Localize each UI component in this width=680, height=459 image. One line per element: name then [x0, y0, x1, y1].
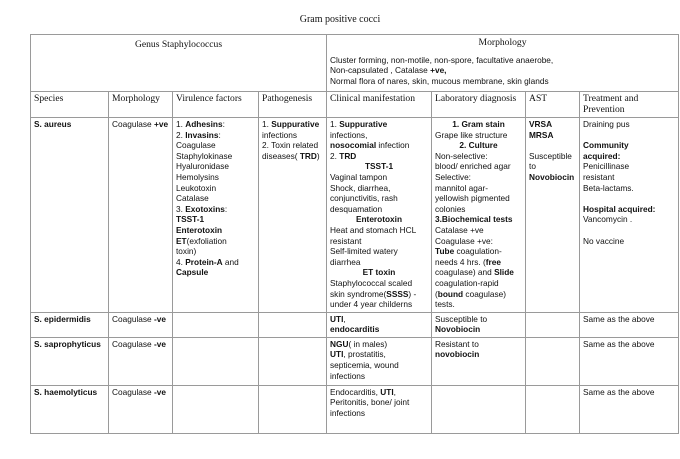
cell-text: 2. Toxin related [262, 140, 319, 151]
cell-bold-text: Hospital acquired: [583, 203, 656, 214]
cell-text: Staphylococcal scaled [330, 277, 413, 288]
cell-line [330, 130, 428, 141]
cell-text: toxin) [176, 246, 197, 257]
cell-line [330, 289, 428, 300]
cell-line [176, 214, 255, 225]
cell-text: yellowish pigmented [435, 193, 510, 204]
cell-bold-text: -ve [153, 313, 166, 324]
cell-text: ( in males) [348, 338, 388, 349]
table-row [31, 118, 679, 313]
cell-bold-text: Adhesins [185, 119, 223, 129]
cell-text: mannitol agar- [435, 182, 489, 193]
pathogenesis-cell [259, 118, 327, 313]
morphology-cell [109, 312, 173, 337]
cell-text: colonies [435, 203, 466, 214]
cell-bold-text: SSSS [386, 288, 409, 299]
cell-bold-text: Novobiocin [435, 324, 481, 335]
cell-line [330, 278, 428, 289]
cell-line [583, 172, 675, 183]
cell-line [583, 314, 675, 325]
cell-line [435, 257, 522, 268]
treatment-cell [580, 337, 679, 385]
cell-text: resistant [330, 235, 362, 246]
cell-line [435, 339, 522, 350]
column-header: Treatment and Prevention [580, 92, 679, 118]
cell-text: Staphylokinase [176, 150, 233, 161]
ast-cell [526, 118, 580, 313]
species-cell [31, 337, 109, 385]
cell-bold-text: 1. Gram stain [452, 119, 505, 129]
cell-bold-text: free [485, 256, 501, 267]
cell-bold-text: ET [176, 235, 187, 246]
cell-text: , [343, 313, 346, 324]
lab-diagnosis-cell [432, 337, 526, 385]
cell-text: Coagulase [112, 313, 154, 324]
column-header: Species [31, 92, 109, 118]
table-row [31, 312, 679, 337]
virulence-cell [173, 337, 259, 385]
cell-text: Peritonitis, bone/ joint [330, 397, 410, 408]
cell-bold-text: Exotoxins [185, 203, 225, 214]
cell-text: Catalase +ve [435, 224, 484, 235]
cell-line [529, 151, 576, 162]
cell-line [330, 151, 428, 162]
cell-bold-text: MRSA [529, 129, 554, 140]
cell-bold-text: Enterotoxin [176, 224, 223, 235]
cell-bold-text: Slide [494, 267, 514, 278]
cell-line [176, 257, 255, 268]
cell-bold-text: novobiocin [435, 349, 480, 360]
column-header: Morphology [109, 92, 173, 118]
cell-text: and [222, 256, 239, 267]
cell-text: infection [376, 140, 410, 151]
cell-line [330, 360, 428, 371]
cell-bold-text: TSST-1 [364, 161, 394, 172]
column-header: Laboratory diagnosis [432, 92, 526, 118]
gram-positive-cocci-table [30, 34, 679, 434]
cell-text: infections [262, 129, 298, 140]
cell-line [435, 324, 522, 335]
cell-bold-text: Tube [435, 246, 455, 257]
cell-line [176, 130, 255, 141]
cell-bold-text: -ve [153, 386, 166, 397]
cell-text: Beta-lactams. [583, 182, 634, 193]
cell-line [330, 140, 428, 151]
cell-bold-text: NGU [330, 338, 349, 349]
morphology-summary-cell [327, 35, 679, 92]
lab-diagnosis-cell [432, 312, 526, 337]
cell-bold-text: Community [583, 140, 629, 151]
cell-line [176, 236, 255, 247]
cell-text: Vaginal tampon [330, 171, 388, 182]
cell-line [529, 130, 576, 141]
cell-text: Coagulase [176, 140, 216, 151]
cell-line [176, 172, 255, 183]
cell-text: 1. [176, 119, 186, 129]
cell-line [583, 140, 675, 151]
cell-line [262, 119, 323, 130]
morphology-line: Non-capsulated , Catalase +ve, [330, 65, 447, 76]
clinical-cell [327, 337, 432, 385]
cell-line [330, 397, 428, 408]
cell-text: Catalase [176, 193, 209, 204]
cell-line [176, 225, 255, 236]
treatment-cell [580, 312, 679, 337]
column-header: AST [526, 92, 580, 118]
cell-line [176, 204, 255, 215]
cell-line [435, 267, 522, 278]
cell-line [330, 119, 428, 130]
cell-line [435, 349, 522, 360]
cell-line [583, 214, 675, 225]
cell-bold-text: TSST-1 [176, 214, 205, 225]
cell-text: 4. [176, 256, 186, 267]
cell-line [583, 225, 675, 236]
cell-line [176, 140, 255, 151]
species-name: S. saprophyticus [34, 338, 101, 349]
cell-text: 3. [176, 203, 186, 214]
cell-line [435, 225, 522, 236]
cell-line [262, 140, 323, 151]
pathogenesis-cell [259, 337, 327, 385]
cell-line [583, 119, 675, 130]
lab-diagnosis-cell [432, 385, 526, 433]
species-cell [31, 385, 109, 433]
cell-text: Susceptible to [435, 313, 488, 324]
cell-text: Same as the above [583, 313, 655, 324]
cell-bold-text: UTI [380, 386, 394, 397]
species-name: S. epidermidis [34, 313, 91, 324]
cell-text: : [218, 129, 221, 140]
cell-text: , prostatitis, [343, 349, 386, 360]
cell-line [176, 246, 255, 257]
cell-bold-text: Invasins [185, 129, 219, 140]
cell-bold-text: acquired: [583, 150, 621, 161]
column-header-row [31, 92, 679, 118]
cell-line [583, 387, 675, 398]
virulence-cell [173, 385, 259, 433]
cell-line [330, 408, 428, 419]
cell-line [435, 214, 522, 225]
clinical-cell [327, 312, 432, 337]
cell-line [330, 204, 428, 215]
cell-text: Hemolysins [176, 171, 219, 182]
cell-line [330, 387, 428, 398]
virulence-cell [173, 118, 259, 313]
cell-text: Hyaluronidase [176, 161, 230, 172]
cell-bold-text: TRD [339, 150, 357, 161]
cell-text: coagulation- [454, 246, 502, 257]
cell-line [176, 151, 255, 162]
cell-line [583, 236, 675, 247]
cell-line [435, 278, 522, 289]
cell-text: Susceptible [529, 150, 572, 161]
cell-text: No vaccine [583, 235, 625, 246]
cell-line [330, 214, 428, 225]
cell-line [529, 161, 576, 172]
cell-bold-text: Capsule [176, 267, 209, 278]
cell-text: resistant [583, 171, 615, 182]
cell-line [435, 172, 522, 183]
cell-bold-text: VRSA [529, 119, 553, 129]
cell-line [176, 119, 255, 130]
cell-bold-text: Suppurative [271, 119, 320, 129]
cell-text: Non-selective: [435, 150, 488, 161]
species-cell [31, 312, 109, 337]
cell-bold-text: TRD [299, 150, 317, 161]
cell-line [435, 119, 522, 130]
ast-cell [526, 385, 580, 433]
cell-line [435, 299, 522, 310]
morphology-cell [109, 337, 173, 385]
cell-line [583, 130, 675, 141]
pathogenesis-cell [259, 312, 327, 337]
cell-line [435, 183, 522, 194]
cell-line [330, 183, 428, 194]
clinical-cell [327, 118, 432, 313]
cell-text: Leukotoxin [176, 182, 217, 193]
cell-text: blood/ enriched agar [435, 161, 511, 172]
cell-line [330, 257, 428, 268]
cell-line [435, 130, 522, 141]
cell-line [330, 193, 428, 204]
cell-line [330, 299, 428, 310]
cell-text: coagulation-rapid [435, 277, 499, 288]
cell-line [529, 119, 576, 130]
cell-line [330, 314, 428, 325]
cell-text: under 4 year childerns [330, 299, 413, 310]
cell-text: diseases( [262, 150, 300, 161]
table-row [31, 385, 679, 433]
cell-line [583, 193, 675, 204]
lab-diagnosis-cell [432, 118, 526, 313]
cell-text: Grape like structure [435, 129, 508, 140]
cell-line [583, 339, 675, 350]
cell-text: diarrhea [330, 256, 361, 267]
cell-text: Coagulase +ve: [435, 235, 493, 246]
cell-bold-text: Novobiocin [529, 171, 575, 182]
cell-text: Draining pus [583, 119, 630, 129]
cell-line [330, 324, 428, 335]
cell-text: Coagulase [112, 338, 154, 349]
cell-text: Resistant to [435, 338, 479, 349]
cell-text: 2. [176, 129, 186, 140]
cell-line [176, 193, 255, 204]
cell-text: Endocarditis, [330, 386, 381, 397]
cell-line [330, 267, 428, 278]
species-rows [31, 118, 679, 434]
cell-text: ) - [408, 288, 417, 299]
column-header: Virulence factors [173, 92, 259, 118]
cell-line [262, 151, 323, 162]
cell-line [176, 161, 255, 172]
cell-line [583, 183, 675, 194]
pathogenesis-cell [259, 385, 327, 433]
cell-bold-text: ET toxin [362, 267, 396, 278]
cell-text: 1. [262, 119, 272, 129]
cell-text: Heat and stomach HCL [330, 224, 417, 235]
species-cell [31, 118, 109, 313]
cell-text: Penicillinase [583, 161, 630, 172]
cell-text: coagulase) and [435, 267, 495, 278]
column-header: Clinical manifestation [327, 92, 432, 118]
morphology-line: Normal flora of nares, skin, mucous membrane, skin glands [330, 75, 549, 86]
cell-text: infections [330, 370, 366, 381]
cell-text: coagulase) [463, 288, 507, 299]
cell-text: skin syndrome( [330, 288, 387, 299]
cell-line [435, 161, 522, 172]
cell-line [330, 225, 428, 236]
cell-line [435, 140, 522, 151]
cell-text: Self-limited watery [330, 246, 398, 257]
treatment-cell [580, 385, 679, 433]
cell-text: tests. [435, 299, 455, 310]
cell-text: Shock, diarrhea, [330, 182, 391, 193]
cell-bold-text: -ve [153, 338, 166, 349]
cell-line [529, 172, 576, 183]
cell-bold-text: endocarditis [330, 324, 380, 335]
cell-line [262, 130, 323, 141]
cell-text: Coagulase [112, 119, 154, 129]
cell-line [529, 140, 576, 151]
cell-text: 1. [330, 119, 340, 129]
cell-text: : [224, 203, 228, 214]
cell-line [330, 349, 428, 360]
cell-text: Vancomycin . [583, 214, 633, 225]
cell-line [176, 183, 255, 194]
cell-text: , [393, 386, 396, 397]
clinical-cell [327, 385, 432, 433]
cell-text: infections, [330, 129, 368, 140]
ast-cell [526, 337, 580, 385]
cell-line [435, 289, 522, 300]
cell-text: 2. [330, 150, 340, 161]
cell-text: desquamation [330, 203, 383, 214]
morphology-title: Morphology [478, 37, 527, 48]
species-name: S. haemolyticus [34, 386, 98, 397]
cell-line [330, 236, 428, 247]
cell-bold-text: UTI [330, 349, 344, 360]
species-name: S. aureus [34, 119, 72, 129]
cell-line [583, 204, 675, 215]
cell-line [435, 314, 522, 325]
cell-bold-text: 3.Biochemical tests [435, 214, 513, 225]
cell-line [435, 204, 522, 215]
ast-cell [526, 312, 580, 337]
cell-line [435, 193, 522, 204]
cell-line [330, 161, 428, 172]
cell-bold-text: Suppurative [339, 119, 388, 129]
morphology-cell [109, 118, 173, 313]
cell-text: infections [330, 408, 366, 419]
cell-line [330, 246, 428, 257]
morphology-line: Cluster forming, non-motile, non-spore, facultative anaerobe, [330, 54, 554, 65]
cell-line [583, 151, 675, 162]
cell-text: to [529, 161, 536, 172]
treatment-cell [580, 118, 679, 313]
cell-text: ) [316, 150, 320, 161]
cell-bold-text: bound [437, 288, 464, 299]
cell-bold-text: nosocomial [330, 140, 377, 151]
cell-line [176, 267, 255, 278]
cell-line [330, 172, 428, 183]
cell-text: Same as the above [583, 386, 655, 397]
column-header: Pathogenesis [259, 92, 327, 118]
cell-line [435, 246, 522, 257]
cell-bold-text: UTI [330, 313, 344, 324]
cell-bold-text: +ve [153, 119, 169, 129]
cell-text: Same as the above [583, 338, 655, 349]
document-title: Gram positive cocci [299, 14, 381, 25]
cell-text: septicemia, wound [330, 360, 399, 371]
cell-line [330, 339, 428, 350]
cell-text: : [222, 119, 225, 129]
virulence-cell [173, 312, 259, 337]
cell-line [435, 151, 522, 162]
cell-line [583, 161, 675, 172]
cell-text: Coagulase [112, 386, 154, 397]
cell-bold-text: Protein-A [185, 256, 223, 267]
cell-line [435, 236, 522, 247]
cell-bold-text: 2. Culture [459, 140, 498, 151]
cell-text: conjunctivitis, rash [330, 193, 398, 204]
table-top-row [31, 35, 679, 92]
cell-text: ( [435, 288, 438, 299]
morphology-cell [109, 385, 173, 433]
cell-text: Selective: [435, 171, 471, 182]
cell-bold-text: Enterotoxin [355, 214, 403, 225]
genus-header: Genus Staphylococcus [31, 35, 327, 92]
table-row [31, 337, 679, 385]
cell-text: (exfoliation [186, 235, 227, 246]
cell-line [330, 371, 428, 382]
cell-text: needs 4 hrs. ( [435, 256, 486, 267]
